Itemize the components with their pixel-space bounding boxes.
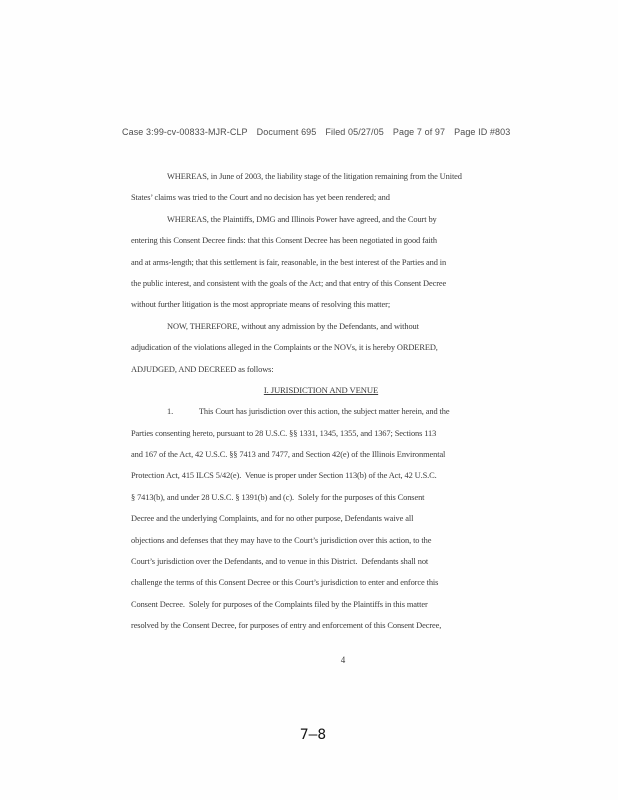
text-line: WHEREAS, in June of 2003, the liability stage of the litigation remaining from the United — [167, 172, 462, 181]
text-line: challenge the terms of this Consent Decree or this Court’s jurisdiction to enter and enforce this — [131, 578, 439, 588]
text-line: Decree and the underlying Complaints, and for no other purpose, Defendants waive all — [131, 514, 414, 524]
text-line: NOW, THEREFORE, without any admission by the Defendants, and without — [167, 321, 419, 331]
text-line: adjudication of the violations alleged in the Complaints or the NOVs, it is hereby ORDERED, — [131, 343, 438, 353]
text-line: the public interest, and consistent with the goals of the Act; and that entry of this Consent Decree — [131, 278, 447, 288]
bates-number: 7–8 — [299, 727, 327, 743]
text-line: Protection Act, 415 ILCS 5/42(e). Venue is proper under Section 113(b) of the Act, 42 U.S.C. — [131, 471, 437, 481]
text-line: resolved by the Consent Decree, for purposes of entry and enforcement of this Consent Decree, — [131, 621, 442, 631]
document-number: Document 695 — [256, 127, 317, 137]
text-line: entering this Consent Decree finds: that this Consent Decree has been negotiated in good faith — [131, 236, 437, 246]
text-line: and 167 of the Act, 42 U.S.C. §§ 7413 and 7477, and Section 42(e) of the Illinois Environmental — [131, 450, 446, 460]
text-line: States’ claims was tried to the Court and no decision has yet been rendered; and — [131, 193, 390, 203]
filed-date: Filed 05/27/05 — [325, 127, 384, 137]
text-line: § 7413(b), and under 28 U.S.C. § 1391(b) and (c). Solely for the purposes of this Consent — [131, 492, 425, 502]
text-line: Parties consenting hereto, pursuant to 28 U.S.C. §§ 1331, 1345, 1355, and 1367; Sections 113 — [131, 428, 437, 438]
page-count: Page 7 of 97 — [392, 127, 446, 137]
text-line: without further litigation is the most appropriate means of resolving this matter; — [131, 300, 391, 310]
text-line: and at arms-length; that this settlement is fair, reasonable, in the best interest of the Parties and in — [131, 257, 447, 267]
page-id: Page ID #803 — [454, 127, 511, 137]
case-number: Case 3:99-cv-00833-MJR-CLP — [122, 127, 248, 137]
text-line: Court’s jurisdiction over the Defendants, and to venue in this District. Defendants shall not — [131, 557, 429, 567]
ecf-stamp-header — [122, 127, 552, 137]
text-line: ADJUDGED, AND DECREED as follows: — [131, 364, 274, 374]
text-line: 1. This Court has jurisdiction over this action, the subject matter herein, and the — [167, 407, 450, 417]
document-body — [131, 166, 511, 637]
text-line: objections and defenses that they may have to the Court’s jurisdiction over this action, to the — [131, 535, 432, 545]
section-heading: I. JURISDICTION AND VENUE — [263, 384, 379, 395]
text-line: WHEREAS, the Plaintiffs, DMG and Illinois Power have agreed, and the Court by — [167, 214, 437, 224]
text-line: Consent Decree. Solely for purposes of the Complaints filed by the Plaintiffs in this matter — [131, 599, 428, 609]
page-number: 4 — [340, 655, 346, 665]
